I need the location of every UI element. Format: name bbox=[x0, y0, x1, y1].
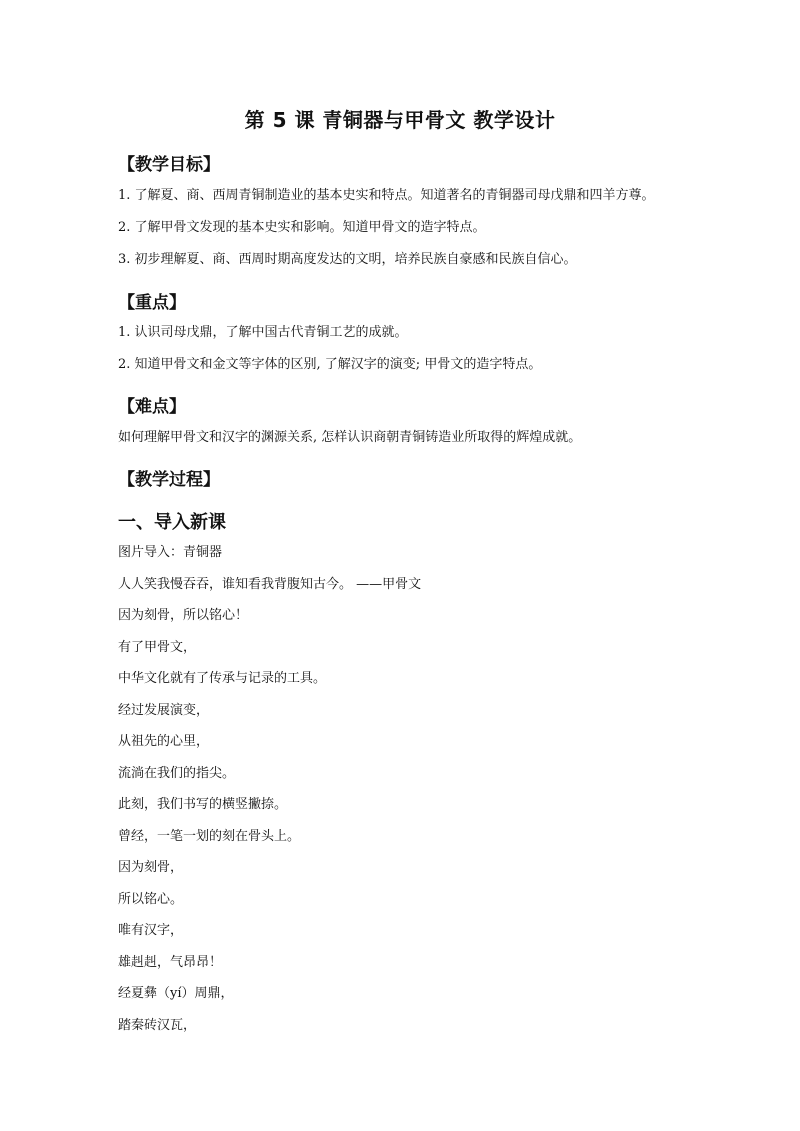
process-line-9: 此刻，我们书写的横竖撇捺。 bbox=[118, 797, 288, 812]
key-point-item-2: 2. 知道甲骨文和金文等字体的区别, 了解汉字的演变; 甲骨文的造字特点。 bbox=[118, 357, 542, 372]
process-line-7: 从祖先的心里， bbox=[118, 734, 210, 749]
goal-item-3: 3. 初步理解夏、商、西周时期高度发达的文明，培养民族自豪感和民族自信心。 bbox=[118, 252, 577, 267]
process-line-16: 踏秦砖汉瓦， bbox=[118, 1018, 197, 1033]
process-line-15: 经夏彝（yí）周鼎， bbox=[118, 986, 234, 1001]
process-line-14: 雄赳赳，气昂昂！ bbox=[118, 955, 223, 970]
goal-item-2: 2. 了解甲骨文发现的基本史实和影响。知道甲骨文的造字特点。 bbox=[118, 220, 486, 235]
difficulty-item-1: 如何理解甲骨文和汉字的渊源关系, 怎样认识商朝青铜铸造业所取得的辉煌成就。 bbox=[118, 430, 582, 445]
process-line-11: 因为刻骨， bbox=[118, 860, 184, 875]
process-line-6: 经过发展演变， bbox=[118, 703, 210, 718]
subheading-intro: 一、导入新课 bbox=[118, 512, 226, 533]
section-heading-key-points: 【重点】 bbox=[118, 293, 186, 313]
document-title: 第 5 课 青铜器与甲骨文 教学设计 bbox=[244, 108, 556, 132]
process-line-3: 因为刻骨，所以铭心！ bbox=[118, 608, 249, 623]
process-line-13: 唯有汉字， bbox=[118, 923, 184, 938]
section-heading-goals: 【教学目标】 bbox=[118, 155, 220, 175]
process-line-2: 人人笑我慢吞吞，谁知看我背腹知古今。 ——甲骨文 bbox=[118, 577, 422, 592]
process-line-5: 中华文化就有了传承与记录的工具。 bbox=[118, 671, 327, 686]
process-line-12: 所以铭心。 bbox=[118, 892, 184, 907]
goal-item-1: 1. 了解夏、商、西周青铜制造业的基本史实和特点。知道著名的青铜器司母戊鼎和四羊方尊。 bbox=[118, 188, 655, 203]
key-point-item-1: 1. 认识司母戊鼎，了解中国古代青铜工艺的成就。 bbox=[118, 325, 408, 340]
section-heading-difficulties: 【难点】 bbox=[118, 397, 186, 417]
section-heading-process: 【教学过程】 bbox=[118, 470, 220, 490]
process-line-8: 流淌在我们的指尖。 bbox=[118, 766, 236, 781]
process-line-1: 图片导入：青铜器 bbox=[118, 545, 223, 560]
process-line-10: 曾经，一笔一划的刻在骨头上。 bbox=[118, 829, 301, 844]
process-line-4: 有了甲骨文， bbox=[118, 640, 197, 655]
